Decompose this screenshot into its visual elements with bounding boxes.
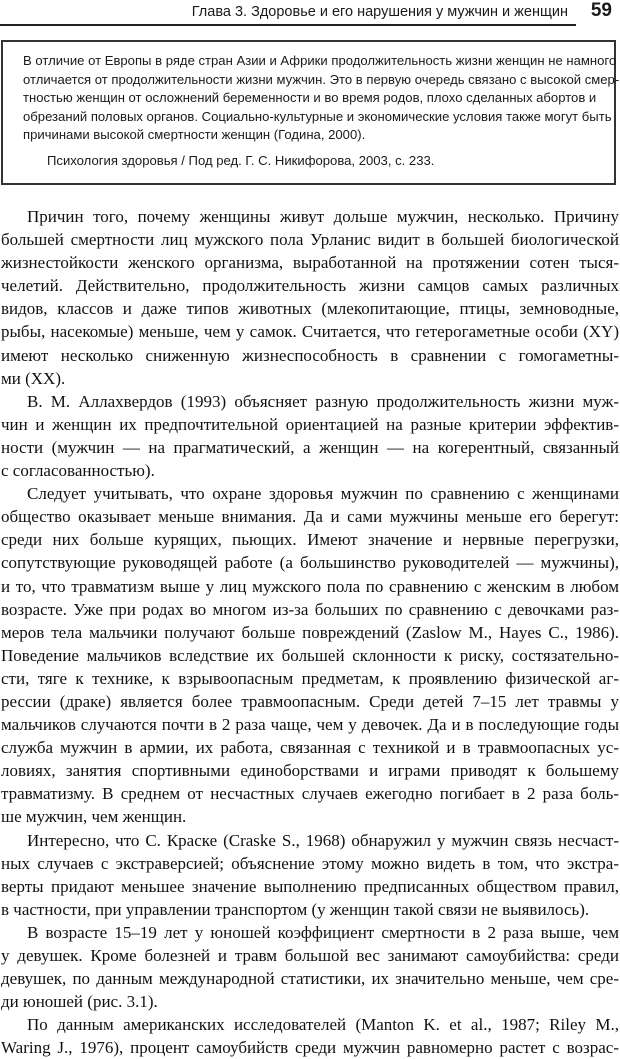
text-line: большей смертности лиц мужского пола Урланис видит в большей биологической <box>1 230 619 250</box>
text-line: рыбы, насекомые) меньше, чем у самок. Считается, что гетерогаметные особи (XY) <box>1 322 619 342</box>
text-line: сопутствующие руководящей работе (а большинство руководителей — мужчины), <box>1 553 619 573</box>
sidebar-source: Психология здоровья / Под ред. Г. С. Никифорова, 2003, с. 233. <box>47 152 435 168</box>
text-line: девушек, по данным международной статистики, их значительно меньше, чем сре- <box>1 969 619 989</box>
text-line: имеют несколько сниженную жизнеспособность в сравнении с гомогаметны- <box>1 345 619 365</box>
text-line: Waring J., 1976), процент самоубийств среди мужчин равномерно растет с возрас- <box>1 1038 619 1058</box>
text-line: ше мужчин, чем женщин. <box>1 807 187 827</box>
text-line: В. М. Аллахвердов (1993) объясняет разную продолжительность жизни муж- <box>27 391 619 411</box>
page-number: 59 <box>590 0 612 21</box>
text-line: Следует учитывать, что охране здоровья мужчин по сравнению с женщинами <box>27 484 619 504</box>
chapter-title: Глава 3. Здоровье и его нарушения у мужчин и женщин <box>191 4 568 20</box>
sidebar-line: тностью женщин от осложнений беременности и во время родов, плохо сделанных абортов и <box>23 90 597 106</box>
text-line: ности (мужчин — на прагматический, а женщин — на когерентный, связанный <box>1 437 619 457</box>
sidebar-line: В отличие от Европы в ряде стран Азии и Африки продолжительность жизни женщин не намного <box>23 53 617 68</box>
text-line: сти, тяге к технике, к взрывоопасным предметам, к проявлению физической аг- <box>1 668 619 688</box>
running-header <box>0 0 620 30</box>
sidebar-line: отличается от продолжительности жизни мужчин. Это в первую очередь связано с высокой смер- <box>23 71 620 87</box>
text-line: возрасте. Уже при родах во многом из-за больших по сравнению с девочками раз- <box>1 599 619 619</box>
text-line: общество оказывает меньше внимания. Да и сами мужчины меньше его берегут: <box>1 507 619 527</box>
text-line: ди юношей (рис. 3.1). <box>1 992 158 1012</box>
sidebar-quote-box <box>1 40 620 185</box>
text-line: ми (XX). <box>1 368 66 388</box>
text-line: ловиях, занятия спортивными единоборствами и играми приводят к большему <box>1 761 619 781</box>
text-line: Интересно, что С. Краске (Craske S., 1968) обнаружил у мужчин связь несчаст- <box>27 830 619 850</box>
text-line: мальчиков случаются почти в 2 раза чаще, чем у девочек. Да и в последующие годы <box>1 715 619 735</box>
text-line: у девушек. Кроме болезней и травм большой вес занимают самоубийства: среди <box>1 946 619 965</box>
text-line: с согласованностью). <box>1 461 155 481</box>
text-line: среди них больше курящих, пьющих. Имеют значение и нервные перегрузки, <box>1 530 619 550</box>
text-line: и то, что травматизм выше у лиц мужского пола по сравнению с женским в любом <box>1 576 619 596</box>
text-line: ных случаев с экстраверсией; объяснение этому можно видеть в том, что экстра- <box>1 853 619 873</box>
text-line: травматизму. В среднем от несчастных случаев ежегодно погибает в 2 раза боль- <box>1 784 619 804</box>
text-line: служба мужчин в армии, их работа, связанная с техникой и в травмоопасных ус- <box>1 738 619 758</box>
text-line: По данным американских исследователей (Manton K. et al., 1987; Riley M., <box>27 1015 619 1035</box>
text-line: видов, классов и даже типов животных (млекопитающие, птицы, земноводные, <box>1 299 619 319</box>
text-line: чин и женщин их предпочтительной ориентацией на разные критерии эффектив- <box>1 414 619 434</box>
header-rule <box>0 24 576 26</box>
sidebar-line: обрезаний половых органов. Социально-культурные и экономические условия также могут быть <box>23 108 612 124</box>
text-line: жизнестойкости женского организма, выработанной на протяжении сотен тыся- <box>1 253 619 273</box>
text-line: верты придают меньшее значение выполнению предписанных обществом правил, <box>1 876 619 896</box>
text-line: Причин того, почему женщины живут дольше мужчин, несколько. Причину <box>27 207 619 226</box>
sidebar-line: причинами высокой смертности женщин (Година, 2000). <box>23 127 366 143</box>
text-line: Поведение мальчиков вследствие их большей склонности к риску, состязательно- <box>1 645 619 665</box>
text-line: в частности, при управлении транспортом (у женщин такой связи не выявилось). <box>1 899 590 919</box>
text-line: меров тела мальчики получают больше повреждений (Zaslow M., Hayes C., 1986). <box>1 622 619 642</box>
text-line: В возрасте 15–19 лет у юношей коэффициент смертности в 2 раза выше, чем <box>27 922 619 942</box>
text-line: рессии (драке) является более травмоопасным. Среди детей 7–15 лет травмы у <box>1 691 619 711</box>
body-text <box>1 205 619 1059</box>
text-line: челетий. Действительно, продолжительность жизни самцов самых различных <box>1 276 619 296</box>
